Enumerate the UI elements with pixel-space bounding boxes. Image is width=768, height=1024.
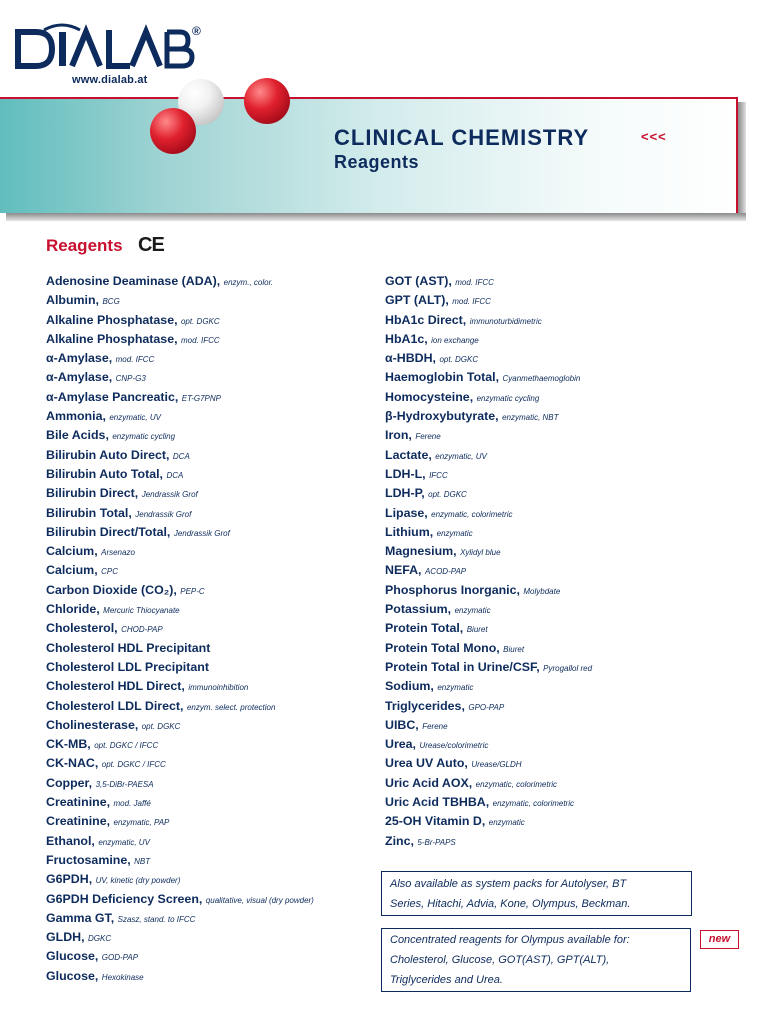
reagent-method: opt. DGKC / IFCC — [101, 760, 166, 770]
reagent-item — [385, 600, 725, 619]
reagent-name: α-HBDH, — [385, 351, 436, 366]
dialab-logo — [14, 22, 214, 92]
note-line: Also available as system packs for Autolyser, BT — [390, 878, 627, 890]
reagent-item — [385, 484, 725, 503]
reagent-name: LDH-P, — [385, 486, 425, 501]
reagent-item — [46, 465, 376, 484]
reagent-method: CHOD-PAP — [121, 625, 163, 635]
reagent-item — [46, 947, 376, 966]
reagent-item — [46, 272, 376, 291]
reagent-method: BCG — [102, 297, 120, 307]
reagent-name: α-Amylase Pancreatic, — [46, 389, 179, 404]
reagent-method: Urease/colorimetric — [419, 741, 489, 751]
reagent-item — [46, 581, 376, 600]
reagent-item — [385, 658, 725, 677]
reagent-item — [385, 426, 725, 445]
reagent-method: Jendrassik Grof — [135, 509, 192, 519]
reagent-method: Mercuric Thiocyanate — [103, 606, 180, 616]
reagent-item — [46, 754, 376, 773]
reagent-name: Iron, — [385, 428, 412, 443]
reagent-item — [46, 388, 376, 407]
banner-shadow — [738, 102, 746, 220]
reagent-item — [46, 832, 376, 851]
reagent-name: Adenosine Deaminase (ADA), — [46, 274, 221, 288]
system-packs-note — [381, 871, 692, 916]
reagent-name: NEFA, — [385, 563, 422, 578]
reagent-item — [385, 697, 725, 716]
reagent-name: Cholesterol LDL Precipitant — [46, 659, 209, 674]
website-url[interactable]: www.dialab.at — [72, 74, 148, 86]
reagent-item — [46, 407, 376, 426]
reagent-method: immunoinhibition — [188, 683, 249, 693]
reagent-name: Phosphorus Inorganic, — [385, 582, 520, 597]
reagent-method: DCA — [166, 470, 184, 480]
reagent-name: Alkaline Phosphatase, — [46, 331, 178, 346]
banner-right-line — [736, 97, 738, 213]
reagent-method: Molybdate — [523, 586, 561, 596]
reagent-item — [385, 639, 725, 658]
reagent-name: Urea, — [385, 737, 416, 752]
reagent-method: enzymatic, colorimetric — [431, 509, 513, 519]
reagent-name: Fructosamine, — [46, 852, 131, 867]
reagent-method: enzymatic, UV — [109, 413, 161, 423]
reagent-method: Hexokinase — [101, 972, 144, 982]
reagent-method: GPO-PAP — [468, 702, 505, 712]
reagent-name: Urea UV Auto, — [385, 756, 468, 771]
reagent-list-left — [46, 272, 376, 986]
reagent-name: Creatinine, — [46, 795, 111, 810]
reagent-name: GOT (AST), — [385, 274, 452, 288]
reagent-name: Homocysteine, — [385, 389, 474, 404]
note-line: Triglycerides and Urea. — [390, 974, 503, 986]
reagent-item — [46, 561, 376, 580]
reagent-method: Arsenazo — [101, 548, 135, 558]
reagent-method: ET-G7PNP — [181, 393, 222, 403]
reagent-method: UV, kinetic (dry powder) — [95, 876, 181, 886]
reagent-item — [46, 291, 376, 310]
reagent-method: Ferene — [422, 721, 448, 731]
reagent-method: enzymatic, colorimetric — [475, 779, 558, 789]
reagent-method: Ferene — [415, 432, 441, 442]
registered-mark: ® — [192, 24, 201, 38]
reagent-item — [385, 407, 725, 426]
reagent-name: Haemoglobin Total, — [385, 370, 500, 385]
reagent-name: Lithium, — [385, 524, 434, 539]
reagent-method: mod. Jaffé — [113, 799, 151, 809]
reagent-item — [46, 716, 376, 735]
reagent-name: Bilirubin Total, — [46, 505, 132, 520]
reagent-name: α-Amylase, — [46, 351, 113, 366]
reagent-name: Carbon Dioxide (CO₂), — [46, 582, 177, 597]
reagent-name: Protein Total Mono, — [385, 640, 500, 655]
reagent-method: IFCC — [429, 470, 448, 480]
reagent-method: qualitative, visual (dry powder) — [205, 895, 314, 905]
reagent-item — [46, 677, 376, 696]
reagent-name: Bile Acids, — [46, 428, 109, 443]
reagent-item — [385, 368, 725, 387]
reagent-name: LDH-L, — [385, 466, 426, 481]
reagent-method: Biuret — [503, 644, 525, 654]
reagent-item — [46, 504, 376, 523]
reagent-name: HbA1c Direct, — [385, 312, 467, 327]
new-badge: new — [700, 930, 739, 949]
red-sphere-icon — [150, 108, 196, 154]
reagent-name: Calcium, — [46, 563, 98, 578]
reagent-method: CNP-G3 — [115, 374, 146, 384]
reagent-item — [46, 426, 376, 445]
reagent-item — [385, 272, 725, 291]
reagent-method: enzymatic, colorimetric — [492, 799, 574, 809]
reagent-name: Albumin, — [46, 293, 99, 308]
banner-top-line — [0, 97, 738, 99]
reagent-item — [46, 484, 376, 503]
reagent-name: Bilirubin Auto Direct, — [46, 447, 170, 462]
reagent-item — [46, 793, 376, 812]
reagent-item — [46, 812, 376, 831]
reagent-item — [385, 311, 725, 330]
reagent-method: GOD-PAP — [101, 953, 139, 963]
reagent-name: Potassium, — [385, 602, 452, 617]
dialab-wordmark — [14, 22, 204, 72]
reagent-name: Calcium, — [46, 544, 98, 559]
reagent-method: enzymatic, UV — [98, 837, 150, 847]
reagent-method: mod. IFCC — [180, 335, 220, 345]
reagent-name: 25-OH Vitamin D, — [385, 814, 486, 829]
reagent-item — [46, 697, 376, 716]
reagent-method: mod. IFCC — [452, 297, 491, 307]
reagent-name: CK-NAC, — [46, 756, 99, 771]
note-line: Series, Hitachi, Advia, Kone, Olympus, Beckman. — [390, 898, 631, 910]
reagent-method: enzymatic cycling — [112, 432, 176, 442]
reagent-item — [385, 291, 725, 310]
red-sphere-icon — [244, 78, 290, 124]
reagent-method: enzymatic — [437, 683, 474, 693]
reagent-method: Pyrogallol red — [543, 663, 593, 673]
reagent-name: Cholesterol HDL Direct, — [46, 679, 185, 694]
reagent-item — [46, 349, 376, 368]
reagent-item — [385, 523, 725, 542]
reagent-name: Chloride, — [46, 602, 100, 617]
reagent-name: UIBC, — [385, 717, 419, 732]
reagent-item — [46, 523, 376, 542]
reagent-method: opt. DGKC — [439, 355, 479, 365]
reagent-item — [385, 330, 725, 349]
reagent-name: β-Hydroxybutyrate, — [385, 409, 499, 424]
reagent-method: enzymatic, UV — [435, 451, 487, 461]
reagent-method: enzymatic, PAP — [113, 818, 170, 828]
reagent-item — [46, 870, 376, 889]
reagent-name: Lactate, — [385, 447, 432, 462]
reagent-item — [46, 774, 376, 793]
reagent-method: Xylidyl blue — [460, 548, 501, 558]
reagent-item — [385, 793, 725, 812]
reagent-method: Jendrassik Grof — [141, 490, 198, 500]
reagent-item — [46, 890, 376, 909]
reagent-name: Bilirubin Auto Total, — [46, 466, 164, 481]
reagent-item — [46, 909, 376, 928]
reagent-item — [46, 619, 376, 638]
reagent-item — [385, 388, 725, 407]
reagent-method: enzymatic — [488, 818, 525, 828]
note-line: Concentrated reagents for Olympus available for: — [390, 934, 630, 946]
reagent-method: ACOD-PAP — [424, 567, 467, 577]
reagent-method: opt. DGKC — [428, 490, 467, 500]
reagent-name: Cholinesterase, — [46, 717, 139, 732]
reagent-method: PEP-C — [180, 586, 205, 596]
reagent-method: enzymatic, NBT — [502, 413, 559, 423]
reagent-item — [385, 735, 725, 754]
reagent-method: 3,5-DiBr-PAESA — [95, 779, 154, 789]
reagent-item — [46, 600, 376, 619]
reagent-name: Uric Acid AOX, — [385, 775, 473, 790]
reagent-name: Gamma GT, — [46, 910, 115, 925]
reagent-item — [385, 832, 725, 851]
reagent-item — [385, 561, 725, 580]
title-arrows: <<< — [641, 129, 667, 144]
reagent-name: Magnesium, — [385, 544, 457, 559]
reagent-method: DCA — [172, 451, 190, 461]
reagent-method: enzymatic — [436, 528, 473, 538]
reagent-method: Szasz, stand. to IFCC — [117, 914, 196, 924]
reagent-method: opt. DGKC / IFCC — [94, 741, 159, 751]
reagent-item — [46, 446, 376, 465]
reagent-item — [46, 368, 376, 387]
reagent-method: DGKC — [88, 934, 112, 944]
reagent-method: mod. IFCC — [115, 355, 155, 365]
reagent-name: Bilirubin Direct/Total, — [46, 524, 171, 539]
reagent-method: enzymatic — [454, 606, 491, 616]
reagent-item — [46, 967, 376, 986]
reagent-item — [385, 716, 725, 735]
reagent-method: Jendrassik Grof — [173, 528, 230, 538]
reagent-name: Glucose, — [46, 949, 99, 964]
page-subtitle: Reagents — [334, 152, 420, 172]
reagent-method: Urease/GLDH — [471, 760, 522, 770]
reagent-item — [385, 619, 725, 638]
reagent-name: HbA1c, — [385, 331, 428, 346]
reagent-name: CK-MB, — [46, 737, 91, 752]
reagent-item — [385, 349, 725, 368]
reagent-name: Alkaline Phosphatase, — [46, 312, 178, 327]
reagent-method: Biuret — [466, 625, 488, 635]
reagent-name: Ethanol, — [46, 833, 95, 848]
reagent-name: Cholesterol HDL Precipitant — [46, 640, 211, 655]
reagent-name: Cholesterol, — [46, 621, 118, 636]
reagent-method: enzym. select. protection — [186, 702, 276, 712]
reagent-name: Protein Total, — [385, 621, 464, 636]
reagent-method: enzymatic cycling — [476, 393, 540, 403]
reagent-item — [385, 581, 725, 600]
page-title: CLINICAL CHEMISTRY — [334, 125, 590, 150]
reagent-method: CPC — [101, 567, 118, 577]
ce-mark-icon: CE — [138, 234, 164, 256]
reagent-name: Zinc, — [385, 833, 414, 848]
reagent-name: G6PDH Deficiency Screen, — [46, 891, 203, 906]
olympus-note — [381, 928, 691, 992]
reagent-item — [46, 542, 376, 561]
reagent-name: Cholesterol LDL Direct, — [46, 698, 184, 713]
reagent-item — [385, 774, 725, 793]
reagent-method: NBT — [134, 856, 151, 866]
reagent-list-right — [385, 272, 725, 851]
reagent-name: Sodium, — [385, 679, 434, 694]
reagent-method: 5-Br-PAPS — [417, 837, 456, 847]
reagent-name: Glucose, — [46, 968, 99, 983]
reagent-name: GLDH, — [46, 930, 85, 945]
reagent-method: immunoturbidimetric — [469, 316, 542, 326]
reagent-item — [385, 677, 725, 696]
reagent-item — [46, 851, 376, 870]
reagent-name: Creatinine, — [46, 814, 111, 829]
reagent-name: Triglycerides, — [385, 698, 465, 713]
reagent-item — [385, 446, 725, 465]
note-line: Cholesterol, Glucose, GOT(AST), GPT(ALT), — [390, 954, 610, 966]
reagent-item — [46, 311, 376, 330]
reagent-item — [385, 465, 725, 484]
section-heading: Reagents — [46, 236, 123, 255]
reagent-method: opt. DGKC — [180, 316, 220, 326]
reagent-name: α-Amylase, — [46, 370, 113, 385]
reagent-method: mod. IFCC — [455, 278, 494, 287]
reagent-item — [46, 330, 376, 349]
reagent-item — [46, 639, 376, 658]
reagent-name: Lipase, — [385, 505, 428, 520]
reagent-name: G6PDH, — [46, 872, 93, 887]
reagent-item — [46, 928, 376, 947]
reagent-name: Protein Total in Urine/CSF, — [385, 659, 540, 674]
reagent-method: Cyanmethaemoglobin — [502, 374, 581, 384]
banner-shadow — [6, 213, 746, 221]
reagent-item — [46, 735, 376, 754]
reagent-name: Copper, — [46, 775, 93, 790]
reagent-item — [385, 504, 725, 523]
reagent-item — [385, 542, 725, 561]
reagent-method: enzym., color. — [223, 278, 274, 287]
reagent-item — [46, 658, 376, 677]
reagent-item — [385, 754, 725, 773]
reagent-name: Bilirubin Direct, — [46, 486, 139, 501]
reagent-method: ion exchange — [431, 335, 479, 345]
reagent-name: GPT (ALT), — [385, 293, 449, 308]
reagent-name: Uric Acid TBHBA, — [385, 795, 490, 810]
reagent-name: Ammonia, — [46, 409, 106, 424]
reagent-item — [385, 812, 725, 831]
reagent-method: opt. DGKC — [141, 721, 181, 731]
